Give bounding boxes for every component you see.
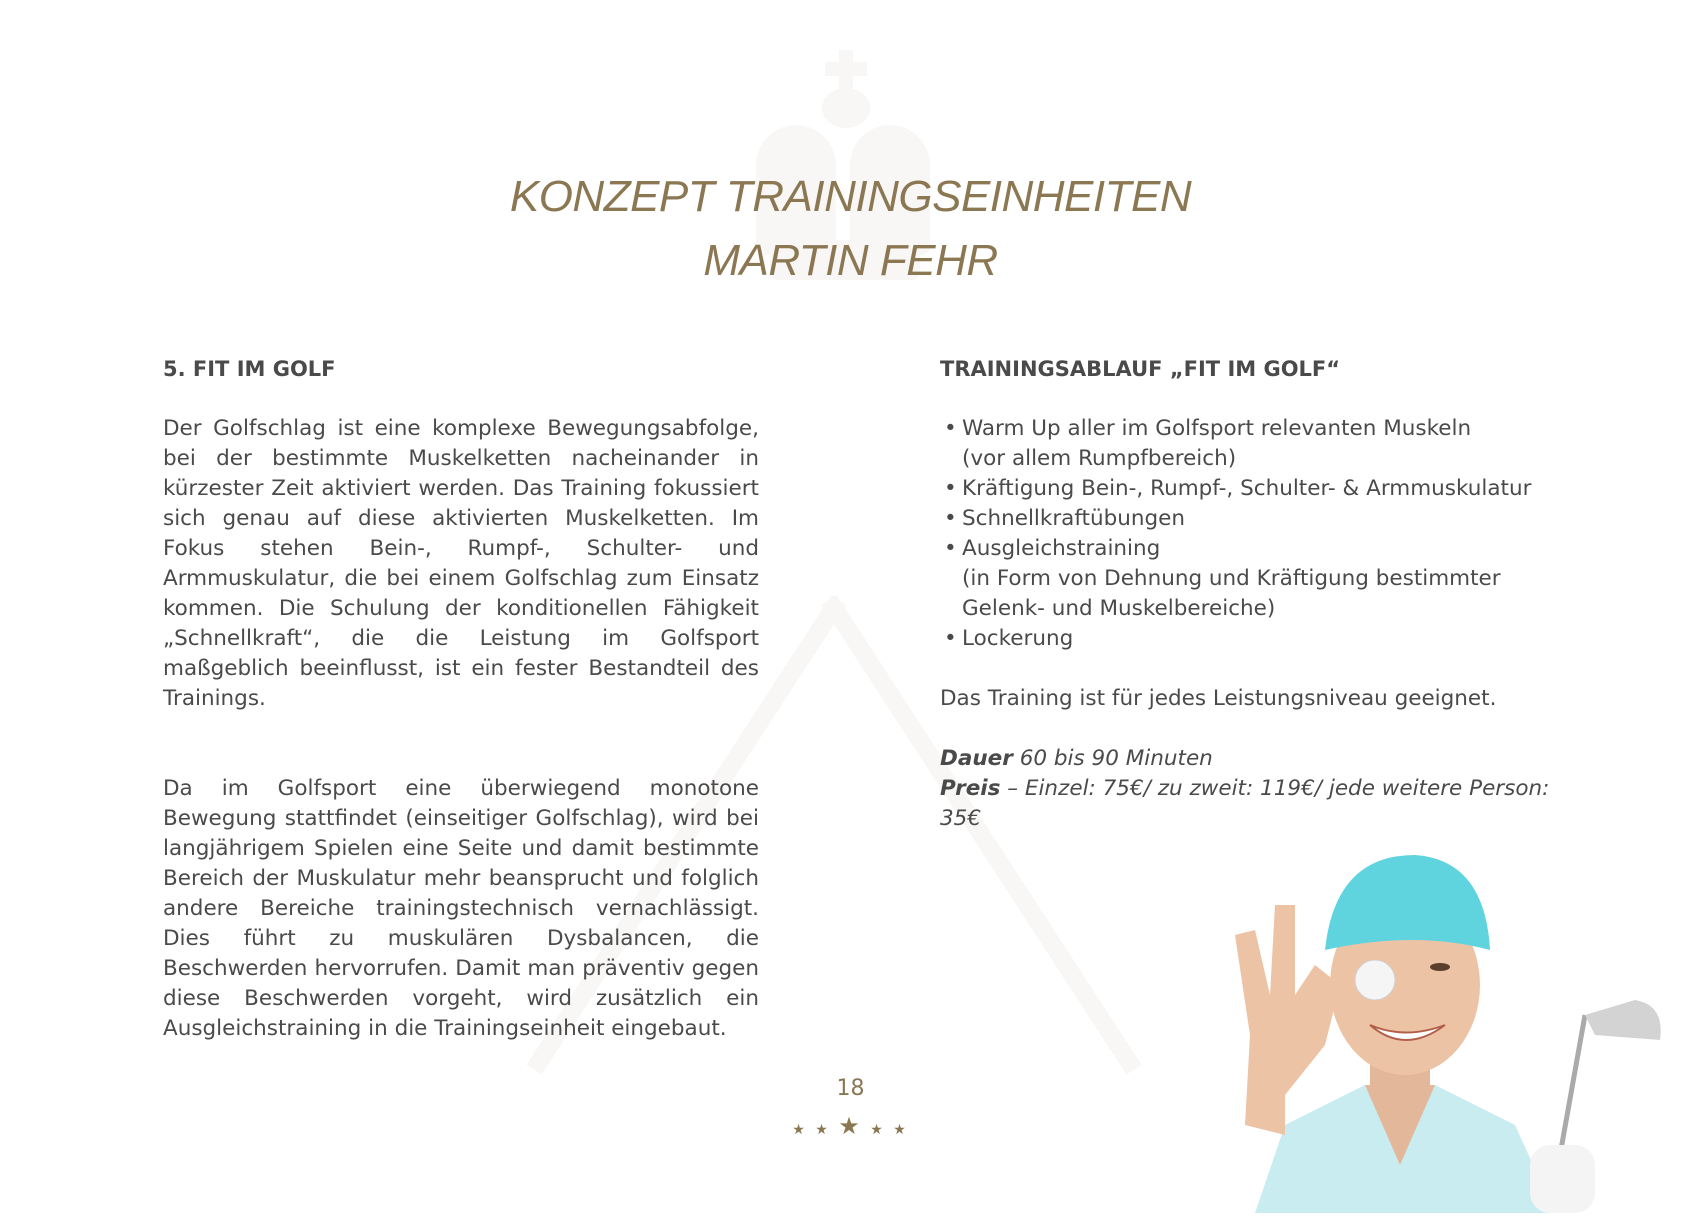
bullet-icon: •: [944, 626, 957, 651]
level-note: Das Training ist für jedes Leistungsniveau geeignet.: [940, 686, 1497, 711]
star-icon: ★ ★: [870, 1122, 909, 1138]
title-line-1: KONZEPT TRAININGSEINHEITEN: [509, 172, 1192, 221]
watermark-cross-horizontal: [825, 62, 867, 76]
bullet-icon: •: [944, 506, 957, 531]
intro-paragraph: Der Golfschlag ist eine komplexe Bewegungsabfolge, bei der bestimmte Muskelketten nacheinander in kürzester Zeit aktiviert werden. Das Training fokussiert sich genau auf diese aktivierten Muskelketten. Im Fokus stehen Bein-, Rumpf-, Schulter- und Armmuskulatur, die bei einem Golfschlag zum Einsatz kommen. Die Schulung der konditionellen Fähigkeit „Schnellkraft“, die die Leistung im Golfsport maßgeblich beeinflusst, ist ein fester Bestandteil des Trainings.: [163, 416, 759, 711]
training-steps-list: [940, 414, 1560, 654]
title-line-2: MARTIN FEHR: [703, 236, 998, 285]
list-item: • Lockerung: [940, 624, 1560, 654]
price-label: Preis: [940, 776, 1001, 801]
star-icon: ★ ★: [792, 1122, 831, 1138]
duration-line: [940, 744, 1560, 774]
duration-label: Dauer: [940, 746, 1013, 771]
list-item: • Kräftigung Bein-, Rumpf-, Schulter- & Armmuskulatur: [940, 474, 1560, 504]
stars-ornament: [0, 1112, 1701, 1140]
right-column: [940, 354, 1560, 834]
price-line: [940, 774, 1560, 834]
page-title: [0, 165, 1701, 293]
price-value: – Einzel: 75€/ zu zweit: 119€/ jede weitere Person: 35€: [940, 776, 1550, 831]
left-column: [163, 354, 759, 1044]
list-item: • Warm Up aller im Golfsport relevanten Muskeln (vor allem Rumpfbereich): [944, 416, 1472, 471]
training-flow-heading: TRAININGSABLAUF „FIT IM GOLF“: [940, 357, 1341, 381]
star-icon: ★: [838, 1112, 863, 1140]
section-heading: 5. FIT IM GOLF: [163, 357, 336, 381]
list-item: • Schnellkraftübungen: [940, 504, 1560, 534]
duration-value: 60 bis 90 Minuten: [1012, 746, 1213, 771]
watermark-orb: [822, 88, 870, 128]
balance-paragraph: Da im Golfsport eine überwiegend monotone Bewegung stattfindet (einseitiger Golfschlag), wird bei langjährigem Spielen eine Seite und damit bestimmte Bereich der Muskulatur mehr beansprucht und folglich andere Bereiche trainingstechnisch vernachlässigt. Dies führt zu muskulären Dysbalancen, die Beschwerden hervorrufen. Damit man präventiv gegen diese Beschwerden vorgeht, wird zusätzlich ein Ausgleichstraining in die Trainingseinheit eingebaut.: [163, 776, 759, 1041]
bullet-icon: •: [944, 476, 957, 501]
golfer-photo: [1165, 835, 1701, 1213]
list-item: • Ausgleichstraining (in Form von Dehnung und Kräftigung bestimmter Gelenk- und Muskelbereiche): [944, 536, 1501, 621]
bullet-icon: •: [944, 416, 957, 441]
bullet-icon: •: [944, 536, 957, 561]
page-number: 18: [836, 1076, 865, 1101]
